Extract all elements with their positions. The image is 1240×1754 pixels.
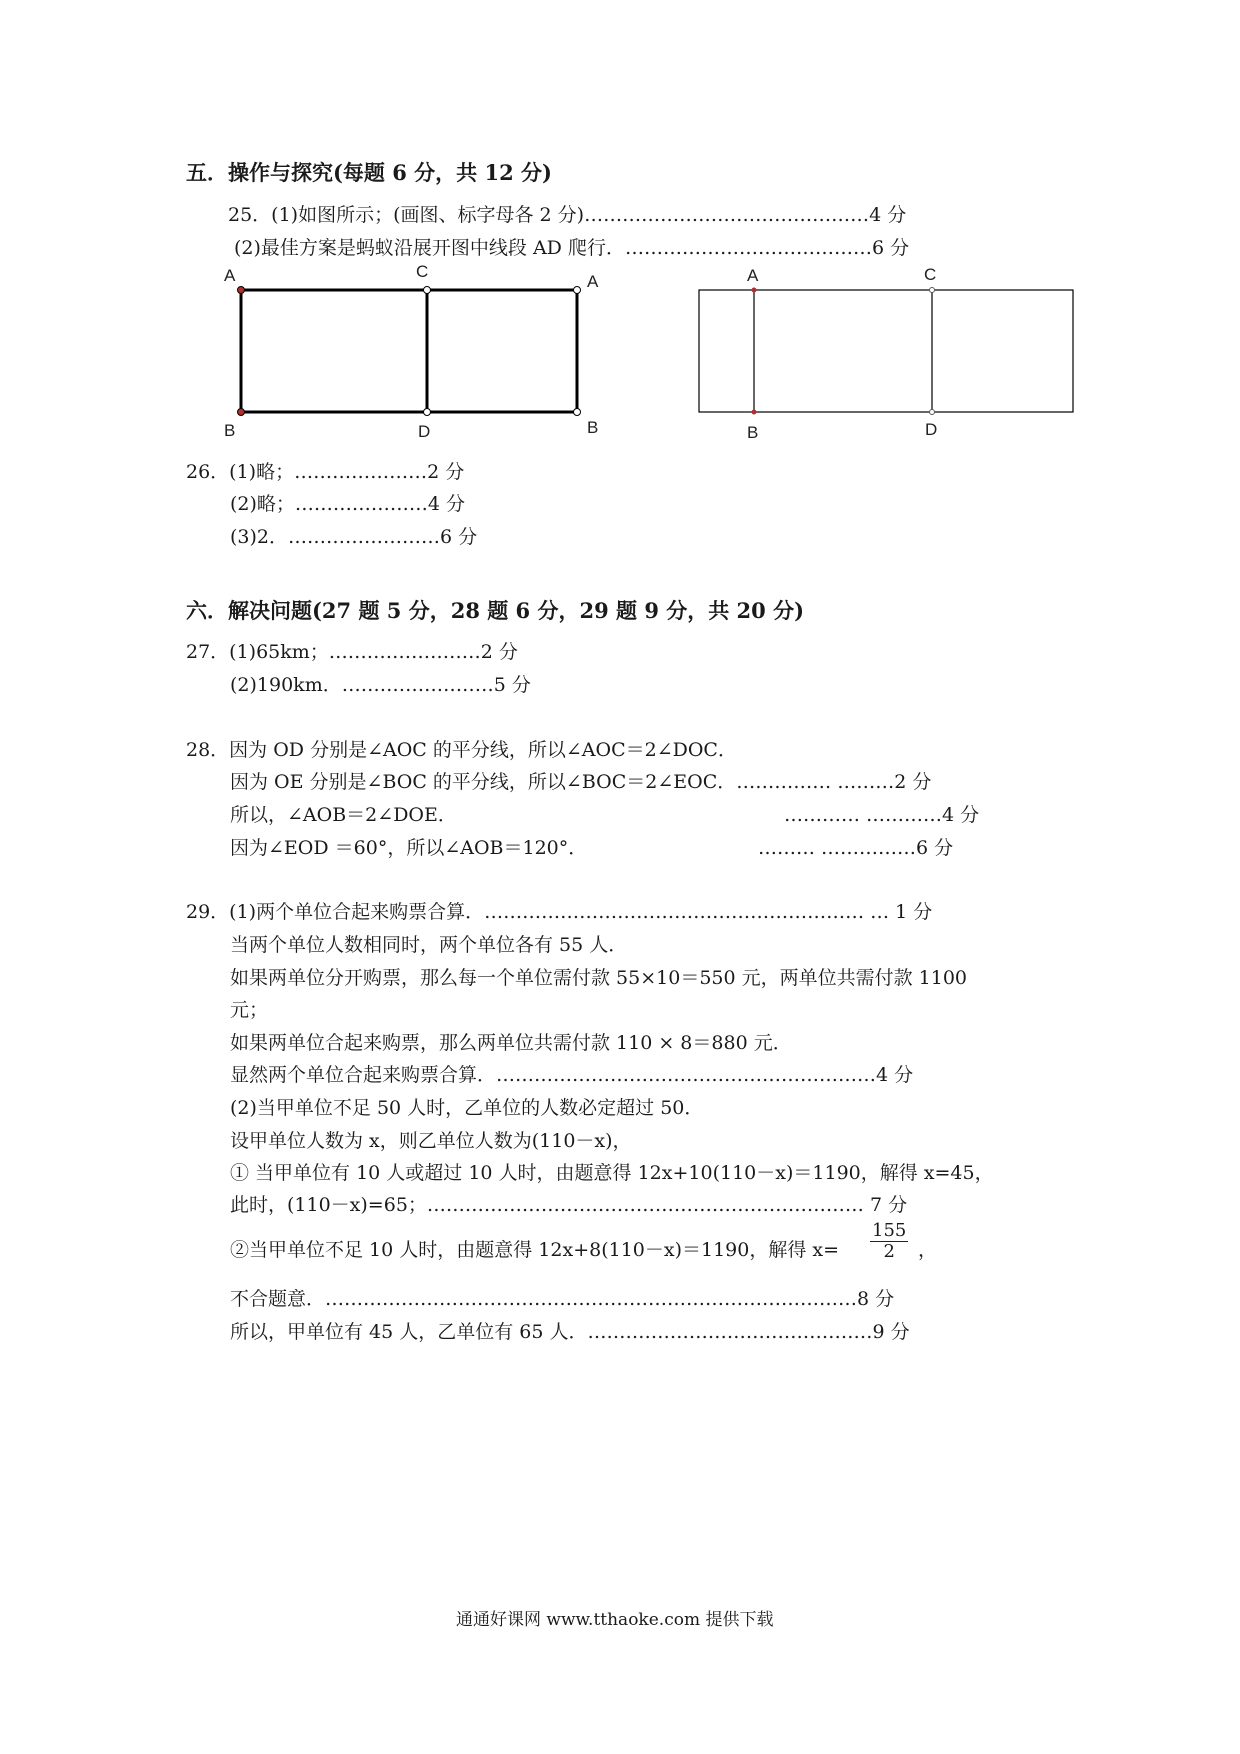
right-label-c: C <box>924 265 937 284</box>
q29-line8: 设甲单位人数为 x，则乙单位人数为(110－x)， <box>230 1130 632 1152</box>
q29-line1: 29．(1)两个单位合起来购票合算．…………………………………………………… … 1 分 <box>186 901 933 923</box>
left-label-b2: B <box>587 418 599 437</box>
q29-line2: 当两个单位人数相同时，两个单位各有 55 人． <box>230 934 628 956</box>
q28-line4-score: ……… ……………6 分 <box>758 837 954 859</box>
q25-part1: 25．(1)如图所示；(画图、标字母各 2 分)………………………………………4 分 <box>228 204 907 226</box>
q25-part2: (2)最佳方案是蚂蚁沿展开图中线段 AD 爬行．…………………………………6 分 <box>234 237 910 259</box>
right-point-c <box>930 288 935 293</box>
q27-line1: 27．(1)65km；……………………2 分 <box>186 641 518 663</box>
q29-line9: ① 当甲单位有 10 人或超过 10 人时，由题意得 12x+10(110－x)＝1190，解得 x=45， <box>230 1162 994 1184</box>
left-point-c <box>424 287 431 294</box>
right-label-b: B <box>747 423 759 442</box>
q29-line10: 此时，(110－x)=65；…………………………………………………………… 7 分 <box>230 1194 908 1216</box>
q29-line13: 所以，甲单位有 45 人，乙单位有 65 人．………………………………………9 分 <box>230 1321 910 1343</box>
q29-line3: 如果两单位分开购票，那么每一个单位需付款 55×10＝550 元，两单位共需付款 1100 <box>230 967 968 989</box>
right-label-d: D <box>925 420 938 439</box>
left-label-b: B <box>224 421 236 438</box>
left-point-b <box>238 409 245 416</box>
q29-line5: 如果两单位合起来购票，那么两单位共需付款 110 × 8＝880 元． <box>230 1032 792 1054</box>
q29-line11: ②当甲单位不足 10 人时，由题意得 12x+8(110－x)＝1190，解得 x= <box>230 1239 840 1261</box>
q27-line2: (2)190km．……………………5 分 <box>230 674 531 696</box>
figure-left <box>220 258 640 438</box>
fraction-155-over-2 <box>870 1221 908 1262</box>
q29-line12: 不合题意．…………………………………………………………………………8 分 <box>230 1288 895 1310</box>
q26-line3: (3)2．……………………6 分 <box>230 526 478 548</box>
q26-line1: 26．(1)略；…………………2 分 <box>186 461 465 483</box>
right-point-d <box>930 410 935 415</box>
left-point-a <box>238 287 245 294</box>
q28-line1: 28．因为 OD 分别是∠AOC 的平分线，所以∠AOC＝2∠DOC． <box>186 739 737 761</box>
left-label-d: D <box>418 422 431 438</box>
q29-line6: 显然两个单位合起来购票合算．……………………………………………………4 分 <box>230 1064 914 1086</box>
right-rect <box>699 290 1073 412</box>
footer-text: 通通好课网 www.tthaoke.com 提供下载 <box>456 1610 774 1630</box>
q29-line4: 元； <box>230 999 269 1021</box>
right-point-a <box>752 288 757 293</box>
left-label-c: C <box>416 262 429 281</box>
q28-line3-score: ………… …………4 分 <box>784 804 980 826</box>
q29-line11-tail: ， <box>918 1239 938 1261</box>
left-label-a: A <box>224 266 236 285</box>
left-point-b2 <box>574 409 581 416</box>
section-6-title: 六．解决问题(27 题 5 分，28 题 6 分，29 题 9 分，共 20 分) <box>186 598 805 623</box>
right-label-a: A <box>747 266 759 285</box>
figure-right <box>690 258 1090 448</box>
left-point-a2 <box>574 287 581 294</box>
q28-line2: 因为 OE 分别是∠BOC 的平分线，所以∠BOC＝2∠EOC．…………… ………2 分 <box>230 771 932 793</box>
left-label-a2: A <box>587 272 599 291</box>
q29-line7: (2)当甲单位不足 50 人时，乙单位的人数必定超过 50． <box>230 1097 704 1119</box>
fraction-denominator: 2 <box>883 1241 895 1262</box>
left-rect <box>241 290 577 412</box>
q28-line3: 所以，∠AOB＝2∠DOE． <box>230 804 457 826</box>
left-point-d <box>424 409 431 416</box>
right-point-b <box>752 410 757 415</box>
q26-line2: (2)略；…………………4 分 <box>230 493 466 515</box>
q28-line4: 因为∠EOD ＝60°，所以∠AOB＝120°． <box>230 837 588 859</box>
fraction-numerator: 155 <box>872 1220 907 1241</box>
section-5-title: 五．操作与探究(每题 6 分，共 12 分) <box>186 160 552 185</box>
